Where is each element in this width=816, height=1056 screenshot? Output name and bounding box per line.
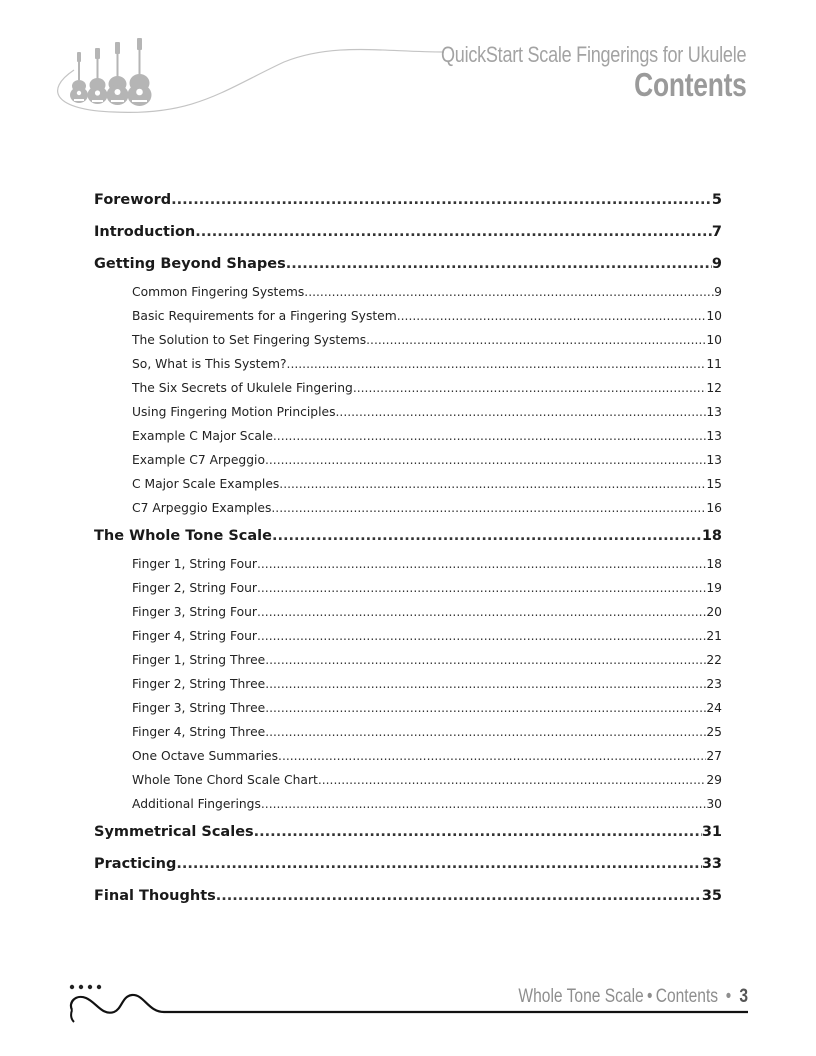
- toc-entry-title: Introduction: [94, 224, 196, 240]
- dot-leader: [171, 184, 712, 216]
- toc-subentry-title: Finger 4, String Four: [132, 629, 257, 643]
- toc-subentry-title: Common Fingering Systems: [132, 285, 305, 299]
- dot-leader: [257, 576, 706, 600]
- page-number: 3: [739, 986, 748, 1007]
- toc-entry-title: Practicing: [94, 856, 177, 872]
- toc-subentry[interactable]: [94, 672, 722, 696]
- book-subtitle: QuickStart Scale Fingerings for Ukulele: [440, 42, 746, 67]
- toc-subentry-title: Finger 1, String Four: [132, 557, 257, 571]
- toc-entry-page: 18: [701, 528, 722, 544]
- dot-leader: [397, 304, 707, 328]
- dot-leader: [254, 816, 702, 848]
- toc-subentry-page: 16: [706, 501, 722, 515]
- toc-subentry-page: 29: [706, 773, 722, 787]
- toc-subentry-title: Finger 1, String Three: [132, 653, 266, 667]
- toc-subentry-page: 13: [706, 405, 722, 419]
- toc-entry-page: 5: [711, 192, 722, 208]
- dot-leader: [265, 648, 706, 672]
- toc-subentry-page: 23: [706, 677, 722, 691]
- toc-subentry-page: 10: [706, 309, 722, 323]
- toc-subentry-title: One Octave Summaries: [132, 749, 279, 763]
- toc-subentry-title: Example C7 Arpeggio: [132, 453, 265, 467]
- dot-leader: [318, 768, 707, 792]
- toc-subentry[interactable]: [94, 600, 722, 624]
- toc-entry-title: Foreword: [94, 192, 172, 208]
- toc-entry-practicing[interactable]: [94, 848, 722, 880]
- toc-subentry[interactable]: [94, 328, 722, 352]
- toc-subentry-page: 22: [706, 653, 722, 667]
- dot-leader: [271, 496, 706, 520]
- toc-subentry-page: 27: [706, 749, 722, 763]
- toc-subentry-title: Finger 2, String Four: [132, 581, 257, 595]
- toc-subentry-title: Finger 2, String Three: [132, 677, 266, 691]
- toc-entry-foreword[interactable]: [94, 184, 722, 216]
- toc-entry-whole-tone-scale[interactable]: [94, 520, 722, 552]
- toc-subentry[interactable]: [94, 744, 722, 768]
- toc-subentry-title: Basic Requirements for a Fingering System: [132, 309, 397, 323]
- toc-subentry[interactable]: [94, 552, 722, 576]
- toc-entry-title: The Whole Tone Scale: [94, 528, 272, 544]
- toc-subentry[interactable]: [94, 472, 722, 496]
- toc-subentry-page: 13: [706, 453, 722, 467]
- dot-leader: [279, 472, 706, 496]
- toc-entry-introduction[interactable]: [94, 216, 722, 248]
- toc-subentry-title: Finger 3, String Three: [132, 701, 266, 715]
- toc-entry-page: 33: [701, 856, 722, 872]
- toc-subentry-page: 30: [706, 797, 722, 811]
- toc-subentry-page: 13: [706, 429, 722, 443]
- dot-leader: [287, 352, 707, 376]
- toc-entry-page: 9: [711, 256, 722, 272]
- table-of-contents: [94, 184, 722, 912]
- dot-leader: [257, 600, 706, 624]
- toc-subentry[interactable]: [94, 352, 722, 376]
- toc-subentry-title: Whole Tone Chord Scale Chart: [132, 773, 318, 787]
- toc-subentry-title: The Six Secrets of Ukulele Fingering: [132, 381, 353, 395]
- toc-entry-getting-beyond-shapes[interactable]: [94, 248, 722, 280]
- toc-subentry[interactable]: [94, 304, 722, 328]
- toc-subentry[interactable]: [94, 496, 722, 520]
- toc-subentry-page: 15: [706, 477, 722, 491]
- toc-entry-title: Final Thoughts: [94, 888, 216, 904]
- toc-subentry-page: 9: [714, 285, 722, 299]
- toc-subentry[interactable]: [94, 376, 722, 400]
- toc-entry-page: 35: [701, 888, 722, 904]
- dot-leader: [304, 280, 714, 304]
- dot-leader: [216, 880, 702, 912]
- toc-subentry-page: 20: [706, 605, 722, 619]
- dot-leader: [257, 552, 706, 576]
- footer-bullet: •: [646, 986, 653, 1007]
- toc-subentry[interactable]: [94, 576, 722, 600]
- footer-section: Whole Tone Scale: [518, 986, 644, 1007]
- toc-subentry[interactable]: [94, 624, 722, 648]
- toc-subentry-title: C Major Scale Examples: [132, 477, 280, 491]
- dot-leader: [366, 328, 706, 352]
- dot-leader: [273, 424, 706, 448]
- dot-leader: [176, 848, 701, 880]
- toc-entry-symmetrical-scales[interactable]: [94, 816, 722, 848]
- toc-subentry-page: 25: [706, 725, 722, 739]
- dot-leader: [336, 400, 707, 424]
- ukulele-family-icon: [44, 30, 444, 120]
- toc-subentry[interactable]: [94, 648, 722, 672]
- toc-subentry-page: 10: [706, 333, 722, 347]
- dot-leader: [278, 744, 706, 768]
- toc-subentry-page: 12: [706, 381, 722, 395]
- toc-subentry[interactable]: [94, 448, 722, 472]
- toc-subentry-page: 21: [706, 629, 722, 643]
- toc-entry-final-thoughts[interactable]: [94, 880, 722, 912]
- dot-leader: [272, 520, 702, 552]
- toc-entry-page: 31: [701, 824, 722, 840]
- toc-entry-page: 7: [711, 224, 722, 240]
- running-footer: [518, 986, 748, 1008]
- toc-subentry-title: Finger 3, String Four: [132, 605, 257, 619]
- dot-leader: [195, 216, 712, 248]
- footer-chapter: Contents: [655, 986, 719, 1007]
- toc-subentry[interactable]: [94, 696, 722, 720]
- dot-leader: [261, 792, 706, 816]
- toc-subentry-page: 11: [706, 357, 722, 371]
- toc-subentry-page: 24: [706, 701, 722, 715]
- dot-leader: [265, 696, 706, 720]
- toc-subentry[interactable]: [94, 792, 722, 816]
- toc-subentry[interactable]: [94, 280, 722, 304]
- toc-subentry[interactable]: [94, 424, 722, 448]
- toc-subentry-title: The Solution to Set Fingering Systems: [132, 333, 367, 347]
- toc-entry-title: Symmetrical Scales: [94, 824, 254, 840]
- toc-entry-title: Getting Beyond Shapes: [94, 256, 286, 272]
- toc-subentry-title: Example C Major Scale: [132, 429, 273, 443]
- dot-leader: [265, 448, 706, 472]
- toc-subentry-title: C7 Arpeggio Examples: [132, 501, 272, 515]
- toc-subentry-page: 18: [706, 557, 722, 571]
- dot-leader: [265, 720, 706, 744]
- toc-subentry-title: Additional Fingerings: [132, 797, 261, 811]
- toc-subentry[interactable]: [94, 400, 722, 424]
- toc-subentry-title: Finger 4, String Three: [132, 725, 266, 739]
- page-title: Contents: [634, 66, 747, 103]
- toc-subentry-page: 19: [706, 581, 722, 595]
- dot-leader: [353, 376, 707, 400]
- footer-bullet: •: [725, 986, 732, 1007]
- toc-subentry[interactable]: [94, 768, 722, 792]
- dot-leader: [286, 248, 712, 280]
- dot-leader: [257, 624, 706, 648]
- toc-subentry-title: So, What is This System?: [132, 357, 287, 371]
- toc-subentry-title: Using Fingering Motion Principles: [132, 405, 336, 419]
- toc-subentry[interactable]: [94, 720, 722, 744]
- dot-leader: [265, 672, 706, 696]
